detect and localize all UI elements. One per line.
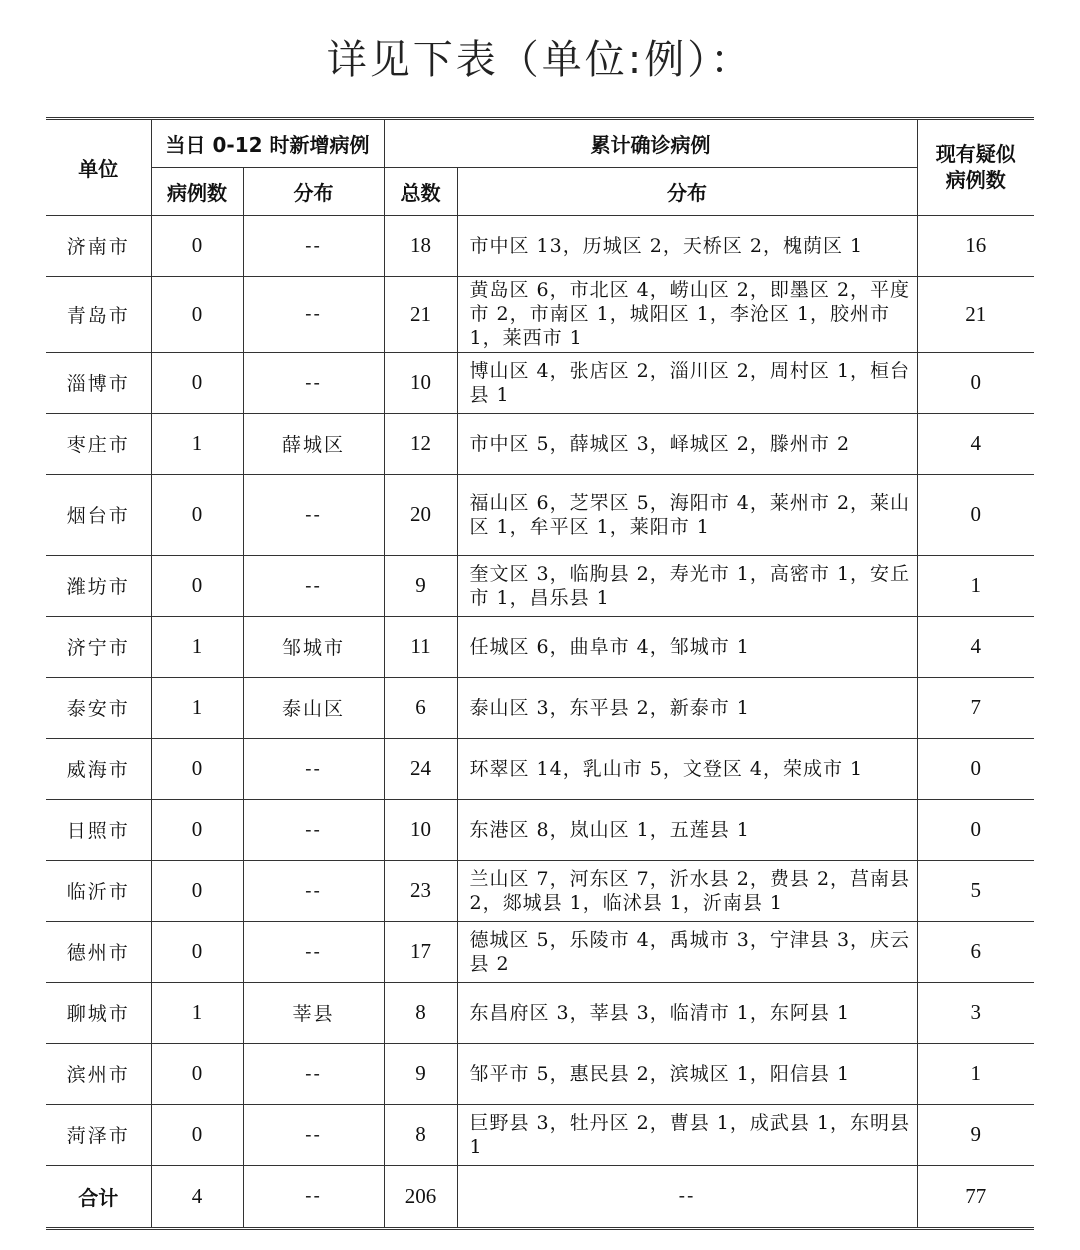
new-distribution-cell: --: [243, 1043, 384, 1104]
cum-distribution-cell: 环翠区 14，乳山市 5，文登区 4，荣成市 1: [457, 738, 917, 799]
new-distribution-cell: --: [243, 860, 384, 921]
total-count-cell: 17: [384, 921, 457, 982]
new-count-cell: 0: [151, 860, 243, 921]
suspected-count-cell: 9: [917, 1104, 1034, 1165]
city-name-cell: 济宁市: [46, 616, 151, 677]
new-count-cell: 0: [151, 474, 243, 555]
city-name-cell: 日照市: [46, 799, 151, 860]
new-distribution-cell: --: [243, 276, 384, 352]
table-row: [46, 1104, 1034, 1165]
case-table: [46, 120, 1034, 1227]
cum-distribution-cell: 邹平市 5，惠民县 2，滨城区 1，阳信县 1: [457, 1043, 917, 1104]
suspected-count-cell: 1: [917, 1043, 1034, 1104]
city-name-cell: 滨州市: [46, 1043, 151, 1104]
suspected-count-cell: 0: [917, 474, 1034, 555]
city-name-cell: 济南市: [46, 215, 151, 276]
total-count-cell: 8: [384, 1104, 457, 1165]
new-distribution-cell: --: [243, 738, 384, 799]
city-name-cell: 菏泽市: [46, 1104, 151, 1165]
suspected-count-cell: 1: [917, 555, 1034, 616]
table-row: [46, 677, 1034, 738]
new-count-cell: 0: [151, 215, 243, 276]
new-count-cell: 1: [151, 413, 243, 474]
table-row: [46, 215, 1034, 276]
cum-distribution-cell: 市中区 5，薛城区 3，峄城区 2，滕州市 2: [457, 413, 917, 474]
total-count-cell: 10: [384, 799, 457, 860]
total-count-cell: 11: [384, 616, 457, 677]
new-distribution-cell: --: [243, 555, 384, 616]
new-count-cell: 0: [151, 921, 243, 982]
table-row: [46, 921, 1034, 982]
table-row: [46, 413, 1034, 474]
suspected-count-cell: 0: [917, 799, 1034, 860]
table-row: [46, 616, 1034, 677]
cum-distribution-cell: 奎文区 3，临朐县 2，寿光市 1，高密市 1，安丘市 1，昌乐县 1: [457, 555, 917, 616]
cum-distribution-cell: 泰山区 3，东平县 2，新泰市 1: [457, 677, 917, 738]
header-unit: 单位: [46, 120, 151, 215]
new-distribution-cell: --: [243, 1104, 384, 1165]
total-count-cell: 10: [384, 352, 457, 413]
table-row: [46, 1043, 1034, 1104]
city-name-cell: 合计: [46, 1165, 151, 1227]
cum-distribution-cell: 兰山区 7，河东区 7，沂水县 2，费县 2，莒南县 2，郯城县 1，临沭县 1，沂南县 1: [457, 860, 917, 921]
table-row: [46, 352, 1034, 413]
city-name-cell: 枣庄市: [46, 413, 151, 474]
new-count-cell: 1: [151, 677, 243, 738]
city-name-cell: 淄博市: [46, 352, 151, 413]
new-count-cell: 4: [151, 1165, 243, 1227]
cum-distribution-cell: 德城区 5，乐陵市 4，禹城市 3，宁津县 3，庆云县 2: [457, 921, 917, 982]
case-table-wrapper: [46, 117, 1034, 1230]
new-count-cell: 0: [151, 555, 243, 616]
total-count-cell: 6: [384, 677, 457, 738]
total-count-cell: 9: [384, 555, 457, 616]
cum-distribution-cell: 福山区 6，芝罘区 5，海阳市 4，莱州市 2，莱山区 1，牟平区 1，莱阳市 1: [457, 474, 917, 555]
new-count-cell: 1: [151, 616, 243, 677]
table-body: [46, 215, 1034, 1227]
new-distribution-cell: --: [243, 352, 384, 413]
city-name-cell: 德州市: [46, 921, 151, 982]
table-row: [46, 860, 1034, 921]
total-count-cell: 20: [384, 474, 457, 555]
cum-distribution-cell: 东港区 8，岚山区 1，五莲县 1: [457, 799, 917, 860]
header-suspected: 现有疑似病例数: [917, 120, 1034, 215]
total-count-cell: 23: [384, 860, 457, 921]
table-row: [46, 555, 1034, 616]
city-name-cell: 青岛市: [46, 276, 151, 352]
cum-distribution-cell: 黄岛区 6，市北区 4，崂山区 2，即墨区 2，平度市 2，市南区 1，城阳区 1，李沧区 1，胶州市 1，莱西市 1: [457, 276, 917, 352]
suspected-count-cell: 7: [917, 677, 1034, 738]
suspected-count-cell: 4: [917, 616, 1034, 677]
cum-distribution-cell: --: [457, 1165, 917, 1227]
new-distribution-cell: 莘县: [243, 982, 384, 1043]
total-count-cell: 12: [384, 413, 457, 474]
total-row: [46, 1165, 1034, 1227]
total-count-cell: 8: [384, 982, 457, 1043]
city-name-cell: 烟台市: [46, 474, 151, 555]
city-name-cell: 聊城市: [46, 982, 151, 1043]
table-row: [46, 474, 1034, 555]
new-count-cell: 0: [151, 799, 243, 860]
new-distribution-cell: --: [243, 474, 384, 555]
suspected-count-cell: 77: [917, 1165, 1034, 1227]
total-count-cell: 206: [384, 1165, 457, 1227]
new-distribution-cell: --: [243, 799, 384, 860]
suspected-count-cell: 5: [917, 860, 1034, 921]
suspected-count-cell: 3: [917, 982, 1034, 1043]
header-cumulative: 累计确诊病例: [384, 120, 917, 167]
cum-distribution-cell: 任城区 6，曲阜市 4，邹城市 1: [457, 616, 917, 677]
total-count-cell: 24: [384, 738, 457, 799]
suspected-count-cell: 6: [917, 921, 1034, 982]
new-count-cell: 0: [151, 352, 243, 413]
new-distribution-cell: 薛城区: [243, 413, 384, 474]
total-count-cell: 18: [384, 215, 457, 276]
new-count-cell: 0: [151, 1104, 243, 1165]
new-distribution-cell: 泰山区: [243, 677, 384, 738]
header-new-distribution: 分布: [243, 167, 384, 215]
total-count-cell: 9: [384, 1043, 457, 1104]
header-total: 总数: [384, 167, 457, 215]
new-distribution-cell: 邹城市: [243, 616, 384, 677]
new-distribution-cell: --: [243, 1165, 384, 1227]
header-daily-new: 当日 0-12 时新增病例: [151, 120, 384, 167]
cum-distribution-cell: 巨野县 3，牡丹区 2，曹县 1，成武县 1，东明县 1: [457, 1104, 917, 1165]
table-row: [46, 276, 1034, 352]
suspected-count-cell: 21: [917, 276, 1034, 352]
suspected-count-cell: 0: [917, 738, 1034, 799]
cum-distribution-cell: 市中区 13，历城区 2，天桥区 2，槐荫区 1: [457, 215, 917, 276]
total-count-cell: 21: [384, 276, 457, 352]
table-row: [46, 982, 1034, 1043]
table-row: [46, 799, 1034, 860]
new-count-cell: 0: [151, 1043, 243, 1104]
new-distribution-cell: --: [243, 215, 384, 276]
new-count-cell: 0: [151, 738, 243, 799]
city-name-cell: 威海市: [46, 738, 151, 799]
city-name-cell: 临沂市: [46, 860, 151, 921]
header-cum-distribution: 分布: [457, 167, 917, 215]
header-case-count: 病例数: [151, 167, 243, 215]
new-count-cell: 1: [151, 982, 243, 1043]
page-title: 详见下表（单位:例）：: [326, 37, 754, 83]
new-count-cell: 0: [151, 276, 243, 352]
suspected-count-cell: 0: [917, 352, 1034, 413]
table-row: [46, 738, 1034, 799]
cum-distribution-cell: 东昌府区 3，莘县 3，临清市 1，东阿县 1: [457, 982, 917, 1043]
city-name-cell: 泰安市: [46, 677, 151, 738]
cum-distribution-cell: 博山区 4，张店区 2，淄川区 2，周村区 1，桓台县 1: [457, 352, 917, 413]
city-name-cell: 潍坊市: [46, 555, 151, 616]
new-distribution-cell: --: [243, 921, 384, 982]
suspected-count-cell: 4: [917, 413, 1034, 474]
suspected-count-cell: 16: [917, 215, 1034, 276]
